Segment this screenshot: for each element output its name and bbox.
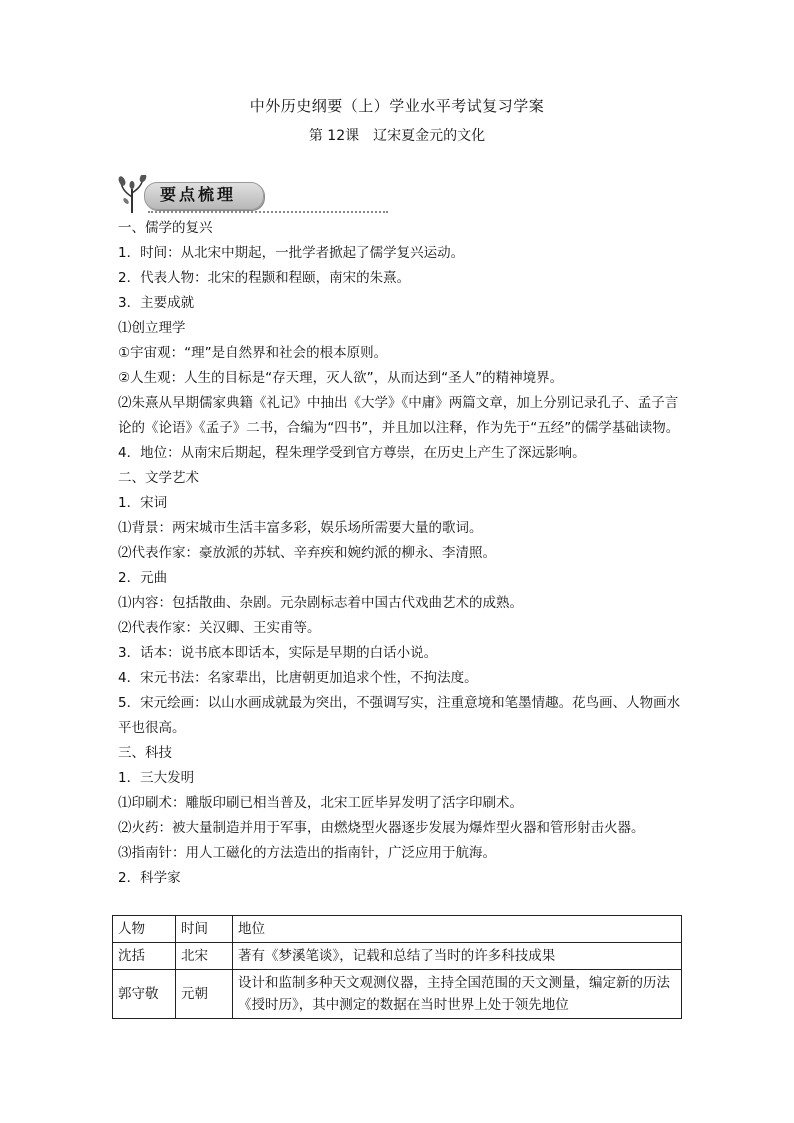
paragraph: 3．话本：说书底本即话本，实际是早期的白话小说。 (118, 645, 438, 661)
banner-label: 要点梳理 (160, 185, 237, 204)
paragraph: ⑵火药：被大量制造并用于军事，由燃烧型火器逐步发展为爆炸型火器和管形射击火器。 (118, 820, 645, 836)
paragraph: ⑵代表作家：豪放派的苏轼、辛弃疾和婉约派的柳永、李清照。 (118, 545, 496, 561)
paragraph: ⑵朱熹从早期儒家典籍《礼记》中抽出《大学》《中庸》两篇文章，加上分别记录孔子、孟子言论的《论语》《孟子》二书，合编为“四书”，并且加以注释，作为先于“五经”的儒学基础读物。 (118, 395, 680, 436)
paragraph: 4．宋元书法：名家辈出，比唐朝更加追求个性，不拘法度。 (118, 670, 478, 686)
paragraph: ⑴印刷术：雕版印刷已相当普及，北宋工匠毕昇发明了活字印刷术。 (118, 795, 523, 811)
table-cell: 北宋 (176, 943, 233, 970)
paragraph: 5．宋元绘画：以山水画成就最为突出，不强调写实，注重意境和笔墨情趣。花鸟画、人物画水平也很高。 (118, 695, 681, 736)
section-banner (118, 175, 270, 215)
table-cell: 郭守敬 (113, 970, 176, 1019)
paragraph: 1．三大发明 (118, 770, 195, 786)
table-cell: 著有《梦溪笔谈》，记载和总结了当时的许多科技成果 (233, 943, 682, 970)
paragraph: 1．时间：从北宋中期起，一批学者掀起了儒学复兴运动。 (118, 245, 465, 261)
section-heading: 一、儒学的复兴 (118, 220, 213, 236)
banner-divider (148, 211, 388, 213)
scientists-table (112, 915, 682, 1019)
table-header-cell: 时间 (176, 916, 233, 943)
paragraph: 2．代表人物：北宋的程颢和程颐，南宋的朱熹。 (118, 270, 411, 286)
paragraph: ①宇宙观：“理”是自然界和社会的根本原则。 (118, 345, 388, 361)
content-body (118, 216, 684, 891)
paragraph: 4．地位：从南宋后期起，程朱理学受到官方尊崇，在历史上产生了深远影响。 (118, 445, 586, 461)
paragraph: ⑵代表作家：关汉卿、王实甫等。 (118, 620, 321, 636)
paragraph: 2．元曲 (118, 570, 168, 586)
section-heading: 二、文学艺术 (118, 470, 199, 486)
table-cell: 设计和监制多种天文观测仪器，主持全国范围的天文测量，编定新的历法《授时历》，其中测定的数据在当时世界上处于领先地位 (233, 970, 682, 1019)
paragraph: ⑴内容：包括散曲、杂剧。元杂剧标志着中国古代戏曲艺术的成熟。 (118, 595, 523, 611)
table-header-cell: 地位 (233, 916, 682, 943)
paragraph: 1．宋词 (118, 495, 168, 511)
paragraph: ②人生观：人生的目标是“存天理，灭人欲”，从而达到“圣人”的精神境界。 (118, 370, 564, 386)
paragraph: ⑴背景：两宋城市生活丰富多彩，娱乐场所需要大量的歌词。 (118, 520, 483, 536)
paragraph: ⑴创立理学 (118, 320, 186, 336)
lesson-subtitle: 第 12课 辽宋夏金元的文化 (308, 128, 486, 144)
table-cell: 沈括 (113, 943, 176, 970)
table-cell: 元朝 (176, 970, 233, 1019)
document-title: 中外历史纲要（上）学业水平考试复习学案 (249, 97, 545, 115)
paragraph: ⑶指南针：用人工磁化的方法造出的指南针，广泛应用于航海。 (118, 845, 496, 861)
paragraph: 2．科学家 (118, 870, 181, 886)
table-row (113, 970, 682, 1019)
section-heading: 三、科技 (118, 745, 172, 761)
paragraph: 3．主要成就 (118, 295, 195, 311)
table-header-row (113, 916, 682, 943)
table-header-cell: 人物 (113, 916, 176, 943)
table-row (113, 943, 682, 970)
